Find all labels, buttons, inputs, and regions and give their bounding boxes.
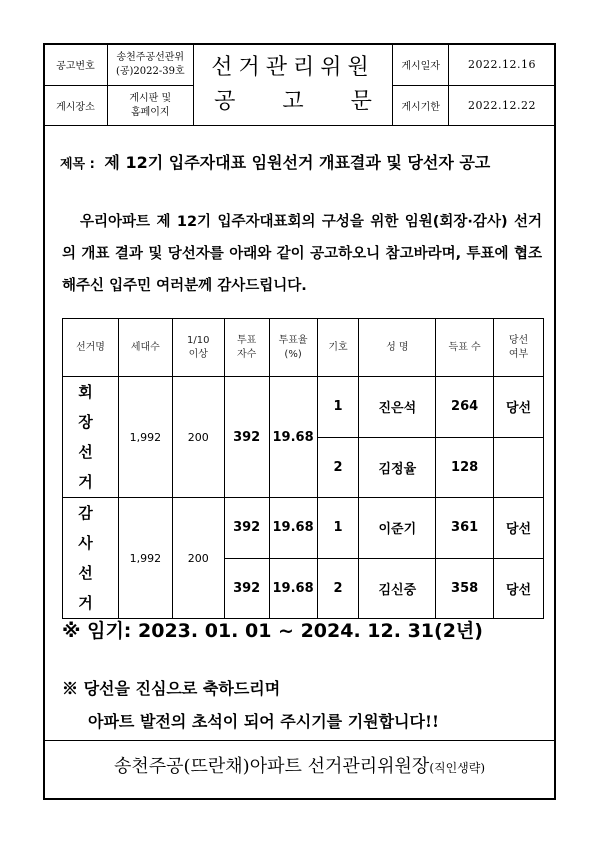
col-households: 세대수 xyxy=(118,319,172,377)
president-election-label: 회 장 선 거 xyxy=(63,377,119,498)
notice-subject xyxy=(60,150,550,173)
auditor-min-voters: 200 xyxy=(172,498,224,619)
location-value: 게시판 및 홈페이지 xyxy=(107,86,193,126)
candidate-number: 2 xyxy=(317,437,359,498)
candidate-number: 2 xyxy=(317,558,359,619)
subject-label: 제목 : xyxy=(60,157,95,172)
location-label: 게시장소 xyxy=(44,86,108,126)
candidate-name: 김신중 xyxy=(359,558,436,619)
post-date-label: 게시일자 xyxy=(393,44,449,86)
congrats-line-2: 아파트 발전의 초석이 되어 주시기를 기원합니다!! xyxy=(88,712,440,731)
election-results-table xyxy=(62,318,544,619)
notice-number-label: 공고번호 xyxy=(44,44,108,86)
signature-line xyxy=(43,752,556,778)
col-election: 선거명 xyxy=(63,319,119,377)
auditor-voters: 392 xyxy=(224,498,269,559)
committee-title: 선거관리위원 xyxy=(193,44,393,86)
candidate-result: 당선 xyxy=(494,558,544,619)
divider xyxy=(43,740,556,741)
signature: 송천주공(뜨란채)아파트 선거관리위원장 xyxy=(113,756,430,777)
candidate-name: 김정율 xyxy=(359,437,436,498)
body-text: 우리아파트 제 12기 입주자대표회의 구성을 위한 임원(회장·감사) 선거의 개표 결과 및 당선자를 아래와 같이 공고하오니 참고바라며, 투표에 협조해주신 입주민 여러분께 감사드립니다. xyxy=(62,214,542,294)
president-min-voters: 200 xyxy=(172,377,224,498)
congrats-line-1: ※ 당선을 진심으로 축하드리며 xyxy=(62,679,281,698)
col-number: 기호 xyxy=(317,319,359,377)
col-turnout: 투표율 (%) xyxy=(269,319,317,377)
col-voters: 투표 자수 xyxy=(224,319,269,377)
candidate-number: 1 xyxy=(317,498,359,559)
col-name: 성 명 xyxy=(359,319,436,377)
notice-header-table xyxy=(43,43,556,126)
notice-number-value: 송천주공선관위 (공)2022-39호 xyxy=(107,44,193,86)
subject-text: 제 12기 입주자대표 임원선거 개표결과 및 당선자 공고 xyxy=(104,153,491,172)
notice-title: 공 고 문 xyxy=(193,86,393,126)
candidate-name: 이준기 xyxy=(359,498,436,559)
col-votes: 득표 수 xyxy=(436,319,494,377)
deadline: 2022.12.22 xyxy=(449,86,556,126)
table-row xyxy=(63,498,544,559)
president-households: 1,992 xyxy=(118,377,172,498)
candidate-result xyxy=(494,437,544,498)
candidate-votes: 128 xyxy=(436,437,494,498)
president-turnout: 19.68 xyxy=(269,377,317,498)
auditor-voters: 392 xyxy=(224,558,269,619)
table-row xyxy=(63,377,544,438)
notice-body xyxy=(62,206,542,302)
col-min-voters: 1/10 이상 xyxy=(172,319,224,377)
candidate-votes: 264 xyxy=(436,377,494,438)
seal-omitted-note: (직인생략) xyxy=(429,761,486,775)
post-date: 2022.12.16 xyxy=(449,44,556,86)
candidate-votes: 361 xyxy=(436,498,494,559)
candidate-name: 진은석 xyxy=(359,377,436,438)
deadline-label: 게시기한 xyxy=(393,86,449,126)
auditor-households: 1,992 xyxy=(118,498,172,619)
auditor-turnout: 19.68 xyxy=(269,498,317,559)
congratulations-message xyxy=(62,672,439,738)
term-of-office: ※ 임기: 2023. 01. 01 ~ 2024. 12. 31(2년) xyxy=(62,620,483,642)
candidate-result: 당선 xyxy=(494,498,544,559)
auditor-election-label: 감 사 선 거 xyxy=(63,498,119,619)
president-voters: 392 xyxy=(224,377,269,498)
col-elected: 당선 여부 xyxy=(494,319,544,377)
candidate-votes: 358 xyxy=(436,558,494,619)
auditor-turnout: 19.68 xyxy=(269,558,317,619)
candidate-result: 당선 xyxy=(494,377,544,438)
candidate-number: 1 xyxy=(317,377,359,438)
